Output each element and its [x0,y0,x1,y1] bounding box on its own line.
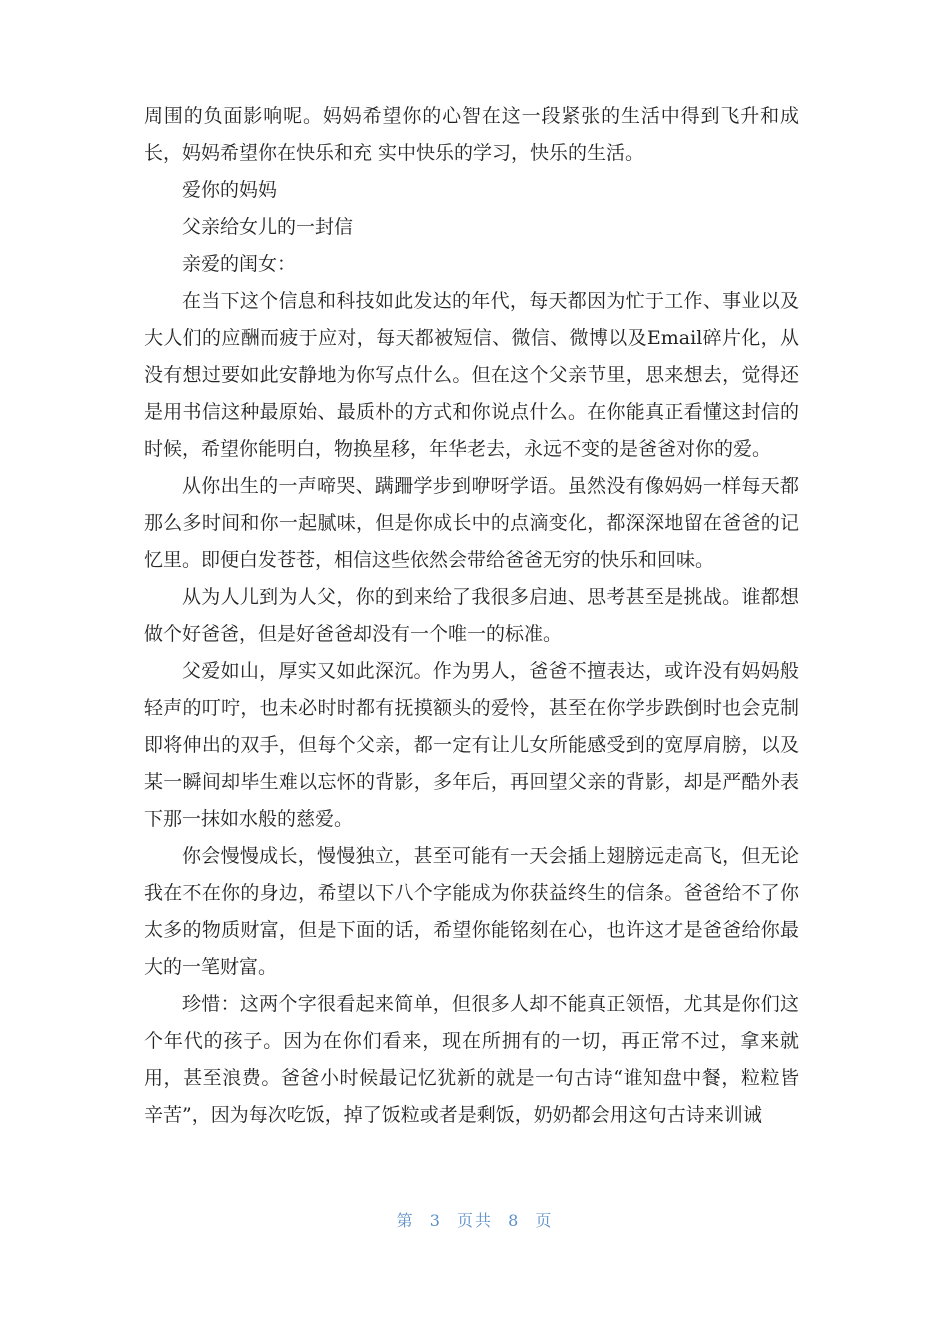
paragraph-8: 父爱如山，厚实又如此深沉。作为男人，爸爸不擅表达，或许没有妈妈般轻声的叮咛，也未必时时都有抚摸额头的爱怜，甚至在你学步跌倒时也会克制即将伸出的双手，但每个父亲，都一定有让儿女所能感受到的宽厚肩膀，以及某一瞬间却毕生难以忘怀的背影，多年后，再回望父亲的背影，却是严酷外表下那一抹如水般的慈爱。 [144,660,799,830]
paragraph-10: 珍惜：这两个字很看起来简单，但很多人却不能真正领悟，尤其是你们这个年代的孩子。因为在你们看来，现在所拥有的一切，再正常不过，拿来就用，甚至浪费。爸爸小时候最记忆犹新的就是一句古诗“谁知盘中餐，粒粒皆辛苦”，因为每次吃饭，掉了饭粒或者是剩饭，奶奶都会用这句古诗来训诫 [144,993,799,1126]
signature-line: 爱你的妈妈 [182,179,278,201]
page-number-footer: 第 3 页共 8 页 [396,1211,554,1230]
paragraph-6: 从你出生的一声啼哭、蹒跚学步到咿呀学语。虽然没有像妈妈一样每天都那么多时间和你一起腻味，但是你成长中的点滴变化，都深深地留在爸爸的记忆里。即便白发苍苍，相信这些依然会带给爸爸无穷的快乐和回味。 [144,475,799,571]
document-body [144,98,799,1134]
letter-salutation: 亲爱的闺女： [182,253,297,275]
paragraph-1: 周围的负面影响呢。妈妈希望你的心智在这一段紧张的生活中得到飞升和成长，妈妈希望你在快乐和充 实中快乐的学习，快乐的生活。 [144,105,799,164]
paragraph-5: 在当下这个信息和科技如此发达的年代，每天都因为忙于工作、事业以及大人们的应酬而疲于应对，每天都被短信、微信、微博以及Email碎片化，从没有想过要如此安静地为你写点什么。但在这个父亲节里，思来想去，觉得还是用书信这种最原始、最质朴的方式和你说点什么。在你能真正看懂这封信的时候，希望你能明白，物换星移，年华老去，永远不变的是爸爸对你的爱。 [144,290,799,460]
letter-title: 父亲给女儿的一封信 [182,216,354,238]
paragraph-7: 从为人儿到为人父，你的到来给了我很多启迪、思考甚至是挑战。谁都想做个好爸爸，但是好爸爸却没有一个唯一的标准。 [144,586,799,645]
paragraph-9: 你会慢慢成长，慢慢独立，甚至可能有一天会插上翅膀远走高飞，但无论我在不在你的身边，希望以下八个字能成为你获益终生的信条。爸爸给不了你太多的物质财富，但是下面的话，希望你能铭刻在心，也许这才是爸爸给你最大的一笔财富。 [144,845,799,978]
